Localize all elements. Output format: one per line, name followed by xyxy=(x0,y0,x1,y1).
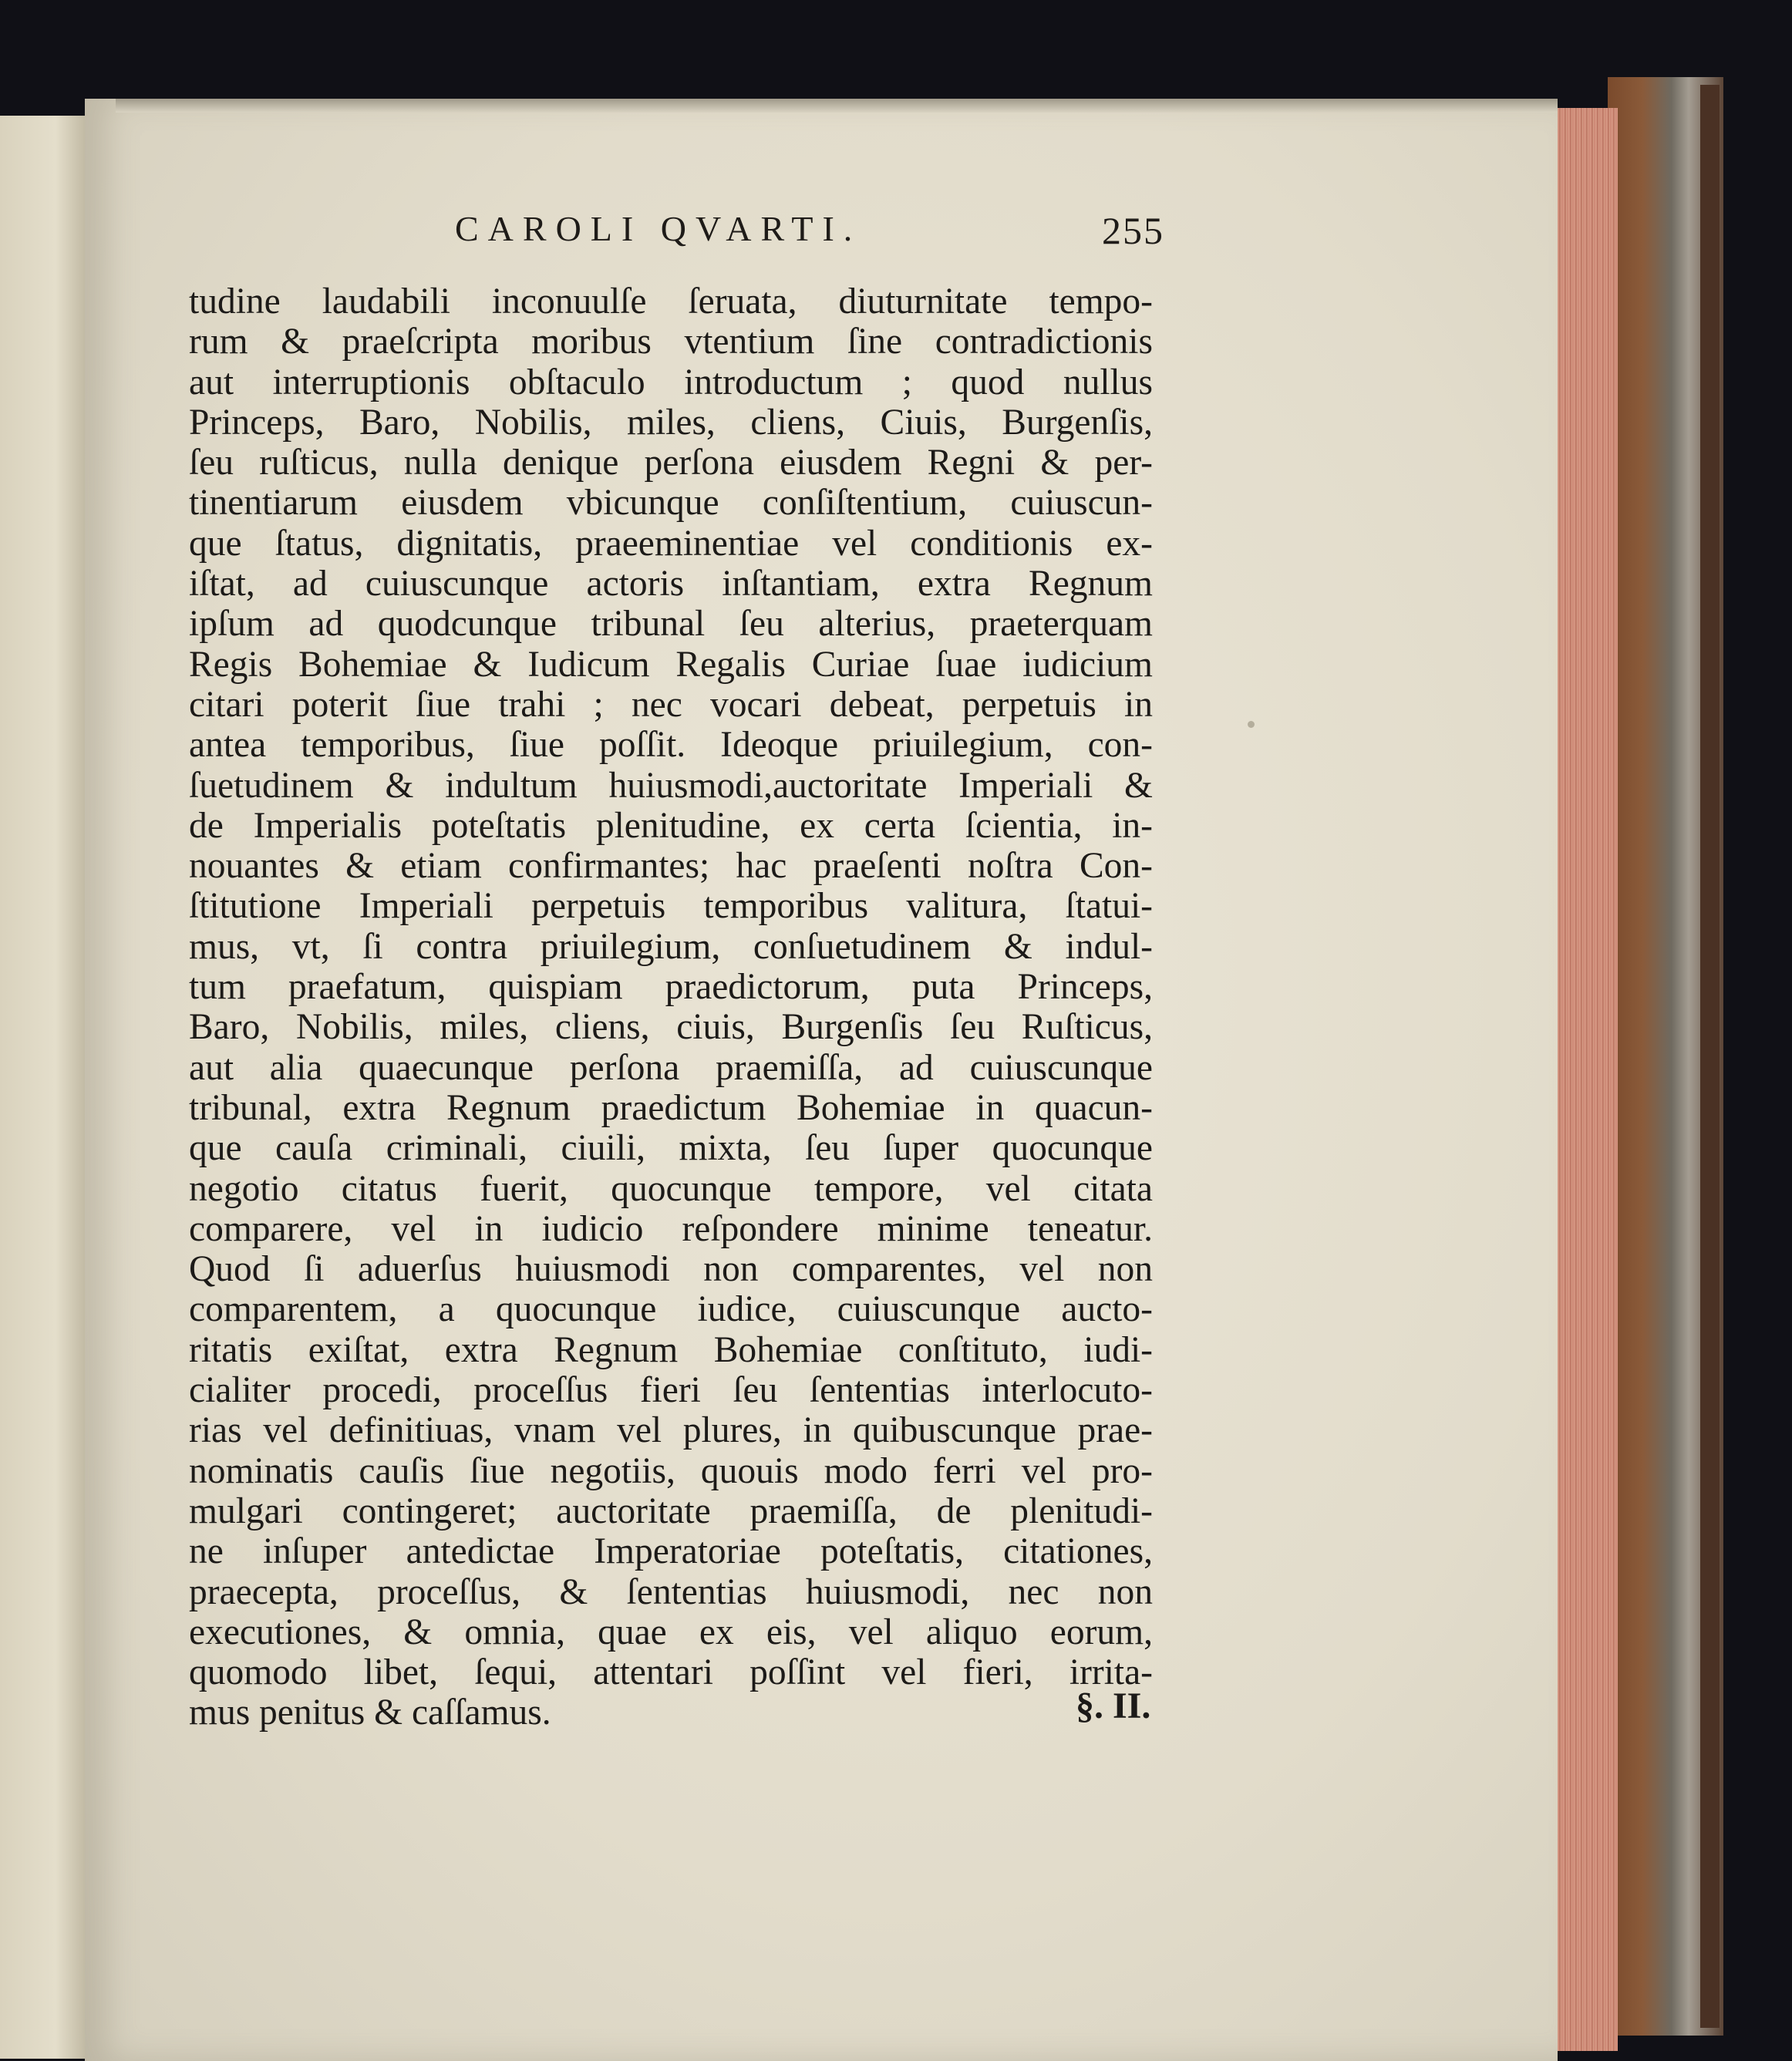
body-text xyxy=(189,281,1153,1733)
page-block-edges xyxy=(1556,108,1618,2051)
text-line: nouantes & etiam confirmantes; hac praeſenti noſtra Con- xyxy=(189,846,1153,887)
ink-spot xyxy=(1248,721,1255,728)
cover-edge xyxy=(1700,85,1720,2028)
page-top-edge xyxy=(116,99,1558,113)
text-line: que ſtatus, dignitatis, praeeminentiae vel conditionis ex- xyxy=(189,523,1153,564)
text-line: tinentiarum eiusdem vbicunque conſiſtentium, cuiuscun- xyxy=(189,483,1153,524)
text-line: quomodo libet, ſequi, attentari poſſint vel fieri, irrita- xyxy=(189,1652,1153,1693)
text-line: aut interruptionis obſtaculo introductum ; quod nullus xyxy=(189,362,1153,402)
text-line: cialiter procedi, proceſſus fieri ſeu ſententias interlocuto- xyxy=(189,1370,1153,1411)
text-line: ſuetudinem & indultum huiusmodi,auctoritate Imperiali & xyxy=(189,765,1153,806)
text-line: Baro, Nobilis, miles, cliens, ciuis, Burgenſis ſeu Ruſticus, xyxy=(189,1007,1153,1048)
text-line: que cauſa criminali, ciuili, mixta, ſeu ſuper quocunque xyxy=(189,1128,1153,1169)
text-line: citari poterit ſiue trahi ; nec vocari debeat, perpetuis in xyxy=(189,684,1153,725)
text-line: iſtat, ad cuiuscunque actoris inſtantiam, extra Regnum xyxy=(189,564,1153,604)
text-line: Quod ſi aduerſus huiusmodi non comparentes, vel non xyxy=(189,1249,1153,1290)
text-line: tribunal, extra Regnum praedictum Bohemiae in quacun- xyxy=(189,1087,1153,1128)
text-line: comparentem, a quocunque iudice, cuiuscunque aucto- xyxy=(189,1289,1153,1330)
text-line: aut alia quaecunque perſona praemiſſa, ad cuiuscunque xyxy=(189,1047,1153,1088)
text-line: comparere, vel in iudicio reſpondere minime teneatur. xyxy=(189,1208,1153,1249)
text-line: ne inſuper antedictae Imperatoriae poteſtatis, citationes, xyxy=(189,1531,1153,1572)
running-head xyxy=(185,208,1164,262)
text-line: mulgari contingeret; auctoritate praemiſſa, de plenitudi- xyxy=(189,1490,1153,1531)
text-line: rum & praeſcripta moribus vtentium ſine contradictionis xyxy=(189,322,1153,362)
text-line: tum praefatum, quispiam praedictorum, puta Princeps, xyxy=(189,967,1153,1008)
text-line: ſtitutione Imperiali perpetuis temporibus valitura, ſtatui- xyxy=(189,886,1153,927)
text-line: executiones, & omnia, quae ex eis, vel aliquo eorum, xyxy=(189,1611,1153,1652)
catchword: §. II. xyxy=(1076,1686,1151,1726)
text-line: rias vel definitiuas, vnam vel plures, in quibuscunque prae- xyxy=(189,1410,1153,1451)
text-line: de Imperialis poteſtatis plenitudine, ex certa ſcientia, in- xyxy=(189,805,1153,846)
text-line: mus penitus & caſſamus. xyxy=(189,1692,551,1733)
text-line: tudine laudabili inconuulſe ſeruata, diuturnitate tempo- xyxy=(189,281,1153,322)
text-line: ritatis exiſtat, extra Regnum Bohemiae conſtituto, iudi- xyxy=(189,1329,1153,1370)
text-line: negotio citatus fuerit, quocunque tempore, vel citata xyxy=(189,1168,1153,1209)
running-title: CAROLI QVARTI. xyxy=(455,209,862,248)
text-line: Princeps, Baro, Nobilis, miles, cliens, Ciuis, Burgenſis, xyxy=(189,402,1153,443)
page-number: 255 xyxy=(1102,209,1164,252)
text-line: antea temporibus, ſiue poſſit. Ideoque priuilegium, con- xyxy=(189,725,1153,766)
text-line: nominatis cauſis ſiue negotiis, quouis modo ferri vel pro- xyxy=(189,1450,1153,1491)
text-line: ipſum ad quodcunque tribunal ſeu alterius, praeterquam xyxy=(189,604,1153,645)
text-line: mus, vt, ſi contra priuilegium, conſuetudinem & indul- xyxy=(189,926,1153,967)
facing-page-edge xyxy=(0,116,93,2059)
text-line: praecepta, proceſſus, & ſententias huiusmodi, nec non xyxy=(189,1571,1153,1612)
text-line: ſeu ruſticus, nulla denique perſona eiusdem Regni & per- xyxy=(189,443,1153,483)
text-line: Regis Bohemiae & Iudicum Regalis Curiae ſuae iudicium xyxy=(189,644,1153,685)
